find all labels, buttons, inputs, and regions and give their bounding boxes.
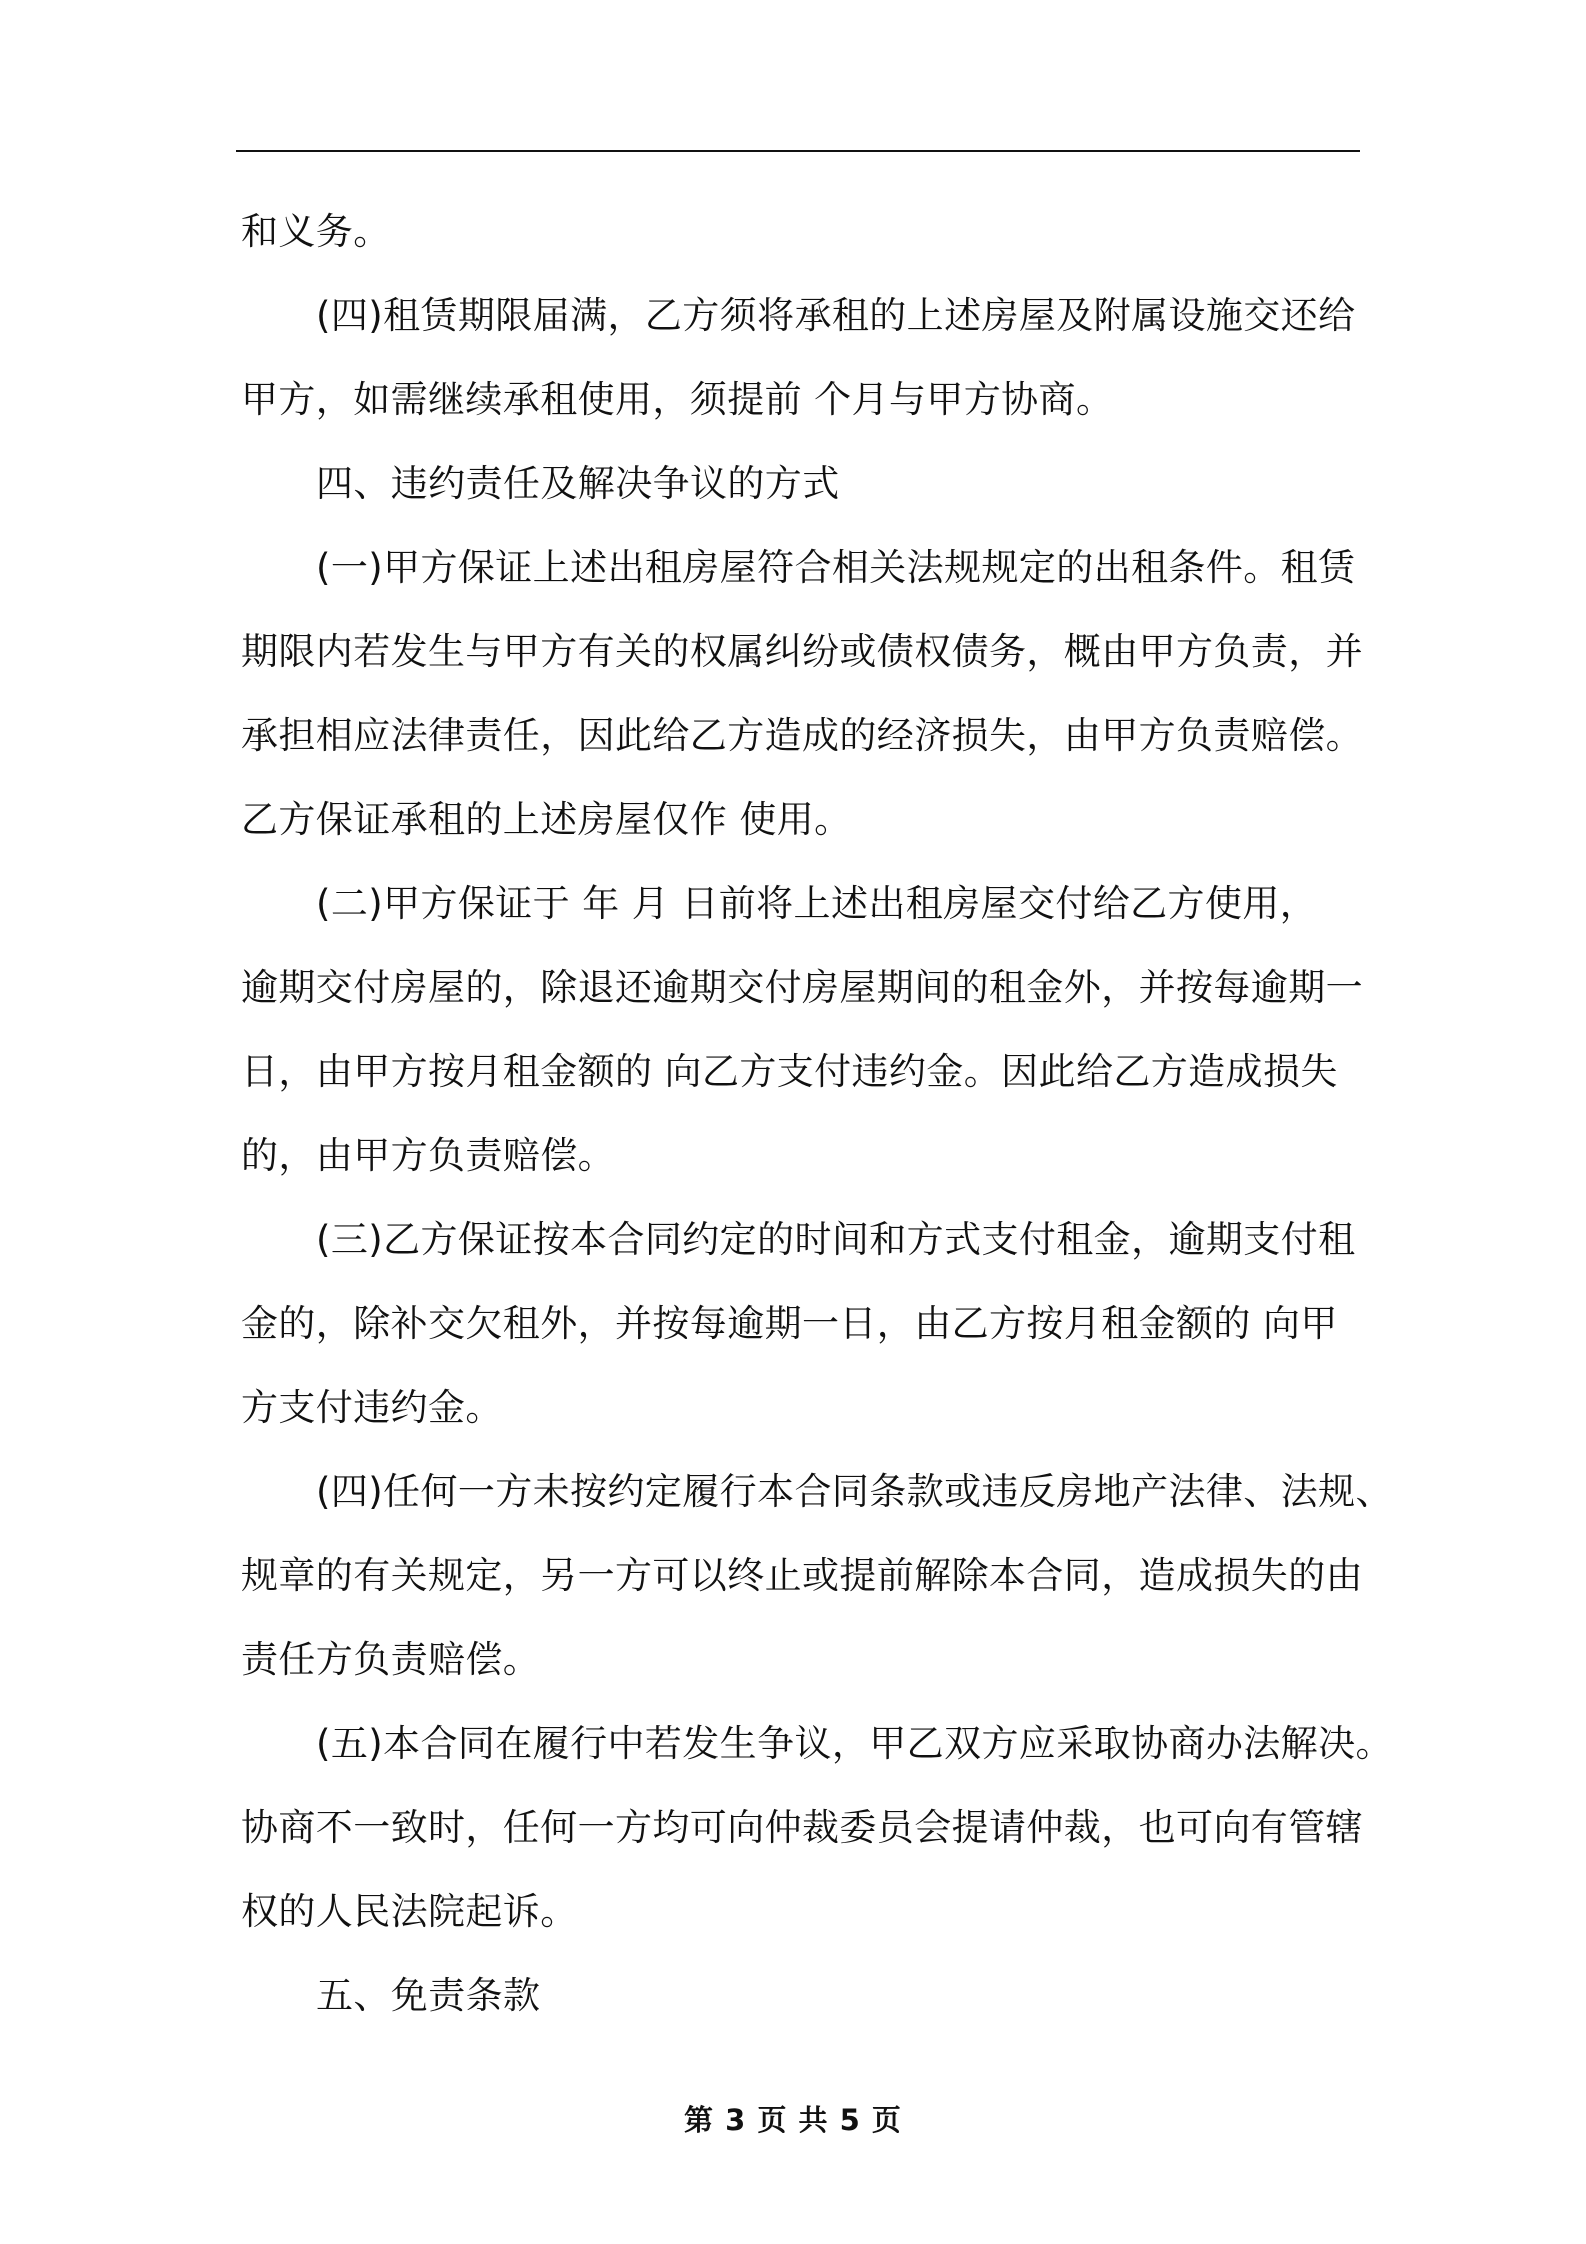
footer-prefix: 第	[684, 2103, 726, 2137]
text-line: 和义务。	[241, 210, 391, 253]
footer-suffix: 页	[860, 2103, 902, 2137]
text-line: 日，由甲方按月租金额的 向乙方支付违约金。因此给乙方造成损失	[241, 1050, 1338, 1093]
clause-start-line: (四)租赁期限届满，乙方须将承租的上述房屋及附属设施交还给	[316, 294, 1356, 337]
text-line: 承担相应法律责任，因此给乙方造成的经济损失，由甲方负责赔偿。	[241, 714, 1363, 757]
text-line: 期限内若发生与甲方有关的权属纠纷或债权债务，概由甲方负责，并	[241, 630, 1363, 673]
page-footer	[0, 2098, 1586, 2139]
clause-start-line: (四)任何一方未按约定履行本合同条款或违反房地产法律、法规、	[316, 1470, 1393, 1513]
document-body	[241, 190, 1393, 2038]
text-line: 方支付违约金。	[241, 1386, 503, 1429]
text-line: 逾期交付房屋的，除退还逾期交付房屋期间的租金外，并按每逾期一	[241, 966, 1363, 1009]
footer-middle: 页 共	[746, 2103, 840, 2137]
text-line: 权的人民法院起诉。	[241, 1890, 578, 1933]
section-heading: 五、免责条款	[316, 1974, 541, 2017]
clause-start-line: (一)甲方保证上述出租房屋符合相关法规规定的出租条件。租赁	[316, 546, 1356, 589]
text-line: 甲方，如需继续承租使用，须提前 个月与甲方协商。	[241, 378, 1114, 421]
text-line: 的，由甲方负责赔偿。	[241, 1134, 615, 1177]
text-line: 金的，除补交欠租外，并按每逾期一日，由乙方按月租金额的 向甲	[241, 1302, 1338, 1345]
text-line: 协商不一致时，任何一方均可向仲裁委员会提请仲裁，也可向有管辖	[241, 1806, 1363, 1849]
text-line: 乙方保证承租的上述房屋仅作 使用。	[241, 798, 852, 841]
section-heading: 四、违约责任及解决争议的方式	[316, 462, 840, 505]
header-rule	[236, 150, 1360, 152]
text-line: 规章的有关规定，另一方可以终止或提前解除本合同，造成损失的由	[241, 1554, 1363, 1597]
clause-start-line: (五)本合同在履行中若发生争议，甲乙双方应采取协商办法解决。	[316, 1722, 1393, 1765]
clause-start-line: (二)甲方保证于 年 月 日前将上述出租房屋交付给乙方使用，	[316, 882, 1318, 925]
clause-start-line: (三)乙方保证按本合同约定的时间和方式支付租金，逾期支付租	[316, 1218, 1356, 1261]
text-line: 责任方负责赔偿。	[241, 1638, 541, 1681]
total-pages-number: 5	[839, 2103, 861, 2137]
current-page-number: 3	[725, 2103, 747, 2137]
